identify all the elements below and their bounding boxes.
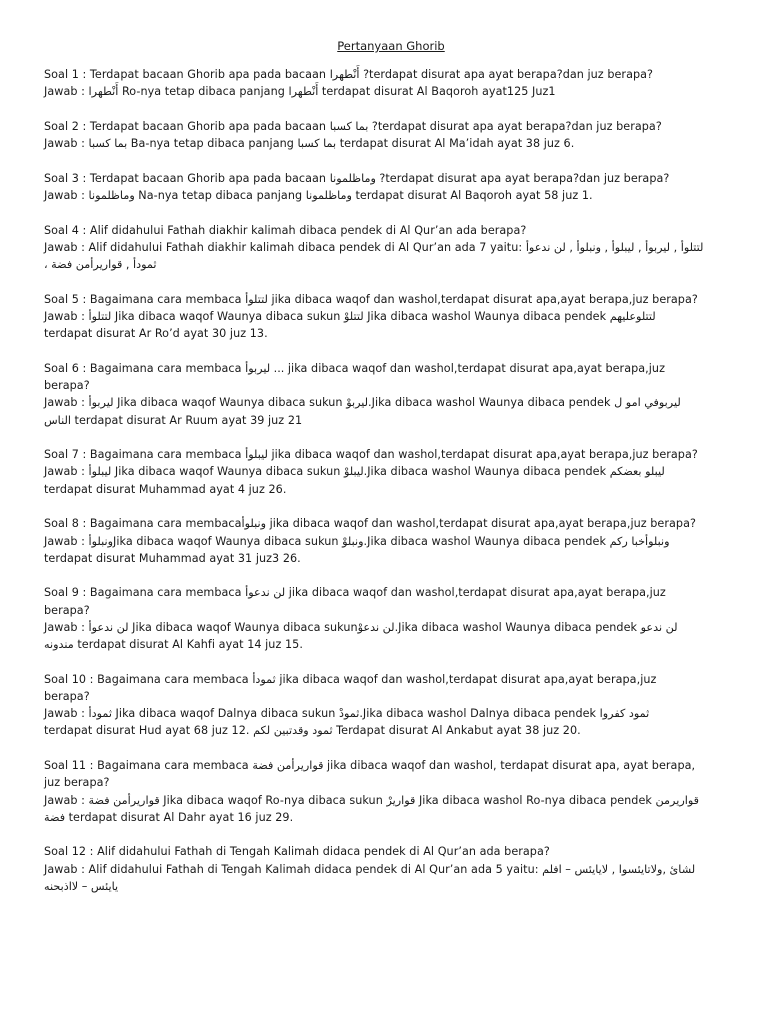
qa-block [44,515,738,567]
answer-text: الناس terdapat disurat Ar Ruum ayat 39 juz 21 [44,413,303,427]
answer-text: berapa? [44,379,90,393]
question-text: Soal 7 : Bagaimana cara membaca ليبلوأ jika dibaca waqof dan washol,terdapat disurat apa,ayat berapa,juz berapa? [44,448,698,462]
answer-text: terdapat disurat Muhammad ayat 31 juz3 26. [44,551,301,565]
answer-text: مندونه terdapat disurat Al Kahfi ayat 14 juz 15. [44,638,303,652]
qa-block [44,360,738,429]
qa-block [44,843,738,895]
answer-text: terdapat disurat Muhammad ayat 4 juz 26. [44,482,287,496]
answer-text: يايئس – لااذبحنه [44,879,119,893]
answer-text: juz berapa? [44,776,110,790]
answer-text: Jawab : ونبلوأJika dibaca waqof Waunya dibaca sukun ونبلوْ.Jika dibaca washol Waunya dibaca pendek ونبلوأخبا ركم [44,534,670,548]
answer-text: فضة terdapat disurat Al Dahr ayat 16 juz 29. [44,810,294,824]
answer-text: Jawab : لن ندعوأ Jika dibaca waqof Waunya dibaca sukunلن ندعوْ.Jika dibaca washol Waunya dibaca pendek لن ندعو [44,620,678,634]
question-text: Soal 1 : Terdapat bacaan Ghorib apa pada bacaan أَنْطهرا ?terdapat disurat apa ayat berapa?dan juz berapa? [44,68,654,81]
answer-text: ، ثمودأ , قواريرأمن فضة [44,258,157,272]
answer-text: Jawab : ثمودأ Jika dibaca waqof Dalnya dibaca sukun ثمودْ.Jika dibaca washol Dalnya dibaca pendek ثمود كفروا [44,707,650,721]
answer-text: Jawab : قواريرأمن فضة Jika dibaca waqof Ro-nya dibaca sukun قواريرْ Jika dibaca washol Ro-nya dibaca pendek قواريرمن [44,793,699,807]
question-text: Soal 10 : Bagaimana cara membaca ثمودأ jika dibaca waqof dan washol,terdapat disurat apa,ayat berapa,juz [44,672,657,686]
page-title: Pertanyaan Ghorib [337,39,445,53]
qa-block [44,291,738,343]
answer-text: berapa? [44,689,90,703]
answer-text: Jawab : لتتلوأ Jika dibaca waqof Waunya dibaca sukun لتتلوْ Jika dibaca washol Waunya dibaca pendek لتتلوعليهم [44,310,656,324]
qa-list [44,66,738,895]
question-text: Soal 6 : Bagaimana cara membaca ليربوأ ... jika dibaca waqof dan washol,terdapat disurat apa,ayat berapa,juz [44,361,665,375]
answer-text: Jawab : Alif didahului Fathah di Tengah Kalimah didaca pendek di Al Qur’an ada 5 yaitu: لشائ ,ولاتايئسوا , لايايئس – افلم [44,862,696,876]
answer-text: berapa? [44,603,90,617]
question-text: Soal 11 : Bagaimana cara membaca قواريرأمن فضة jika dibaca waqof dan washol, terdapat disurat apa, ayat berapa, [44,759,696,773]
qa-block [44,170,738,204]
qa-block [44,671,738,740]
qa-block [44,118,738,152]
question-text: Soal 4 : Alif didahului Fathah diakhir kalimah dibaca pendek di Al Qur’an ada berapa? [44,223,527,237]
answer-text: terdapat disurat Ar Ro’d ayat 30 juz 13. [44,327,268,341]
answer-text: Jawab : وماظلمونا Na-nya tetap dibaca panjang وماظلمونا terdapat disurat Al Baqoroh ayat 58 juz 1. [44,189,593,203]
question-text: Soal 3 : Terdapat bacaan Ghorib apa pada bacaan وماظلمونا ?terdapat disurat apa ayat berapa?dan juz berapa? [44,171,670,185]
answer-text: Jawab : ليبلوأ Jika dibaca waqof Waunya dibaca sukun ليبلوْ.Jika dibaca washol Waunya dibaca pendek ليبلو بعضكم [44,465,665,479]
answer-text: Jawab : ليربوأ Jika dibaca waqof Waunya dibaca sukun ليربوْ.Jika dibaca washol Waunya dibaca pendek ليربوفي امو ل [44,396,681,410]
answer-text: Jawab : Alif didahului Fathah diakhir kalimah dibaca pendek di Al Qur’an ada 7 yaitu: لتتلوأ , ليربوأ , ليبلوأ , ونبلوأ , لن ندعوأ [44,240,704,254]
qa-block [44,757,738,826]
qa-block [44,584,738,653]
question-text: Soal 8 : Bagaimana cara membacaونبلوأ jika dibaca waqof dan washol,terdapat disurat apa,ayat berapa,juz berapa? [44,517,696,531]
qa-block [44,222,738,274]
question-text: Soal 9 : Bagaimana cara membaca لن ندعوأ jika dibaca waqof dan washol,terdapat disurat apa,ayat berapa,juz [44,586,666,600]
answer-text: Jawab : بما كسبا Ba-nya tetap dibaca panjang بما كسبا terdapat disurat Al Ma’idah ayat 38 juz 6. [44,137,575,151]
qa-block [44,66,738,100]
qa-block [44,446,738,498]
question-text: Soal 2 : Terdapat bacaan Ghorib apa pada bacaan بما كسبا ?terdapat disurat apa ayat berapa?dan juz berapa? [44,119,662,133]
question-text: Soal 5 : Bagaimana cara membaca لتتلوأ jika dibaca waqof dan washol,terdapat disurat apa,ayat berapa,juz berapa? [44,292,698,306]
answer-text: Jawab : أَنْطهرا Ro-nya tetap dibaca panjang أَنْطهرا terdapat disurat Al Baqoroh ayat125 Juz1 [44,85,556,99]
question-text: Soal 12 : Alif didahului Fathah di Tengah Kalimah didaca pendek di Al Qur’an ada berapa? [44,845,550,859]
answer-text: terdapat disurat Hud ayat 68 juz 12. ثمود وقدتبين لكم Terdapat disurat Al Ankabut ayat 38 juz 20. [44,724,581,738]
